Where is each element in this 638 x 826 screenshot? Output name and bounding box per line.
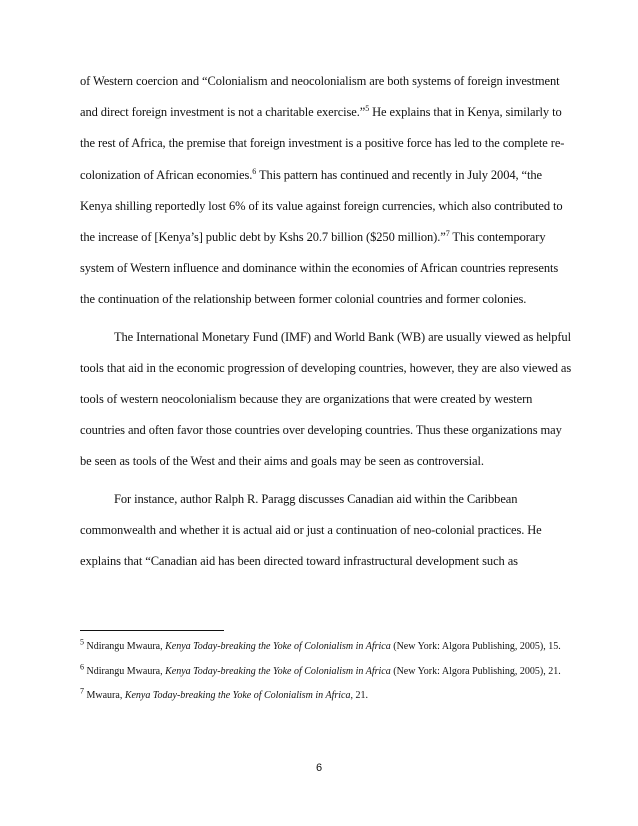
footnote-author: Ndirangu Mwaura,	[86, 665, 166, 677]
footnote-number: 5	[80, 637, 84, 647]
paragraph-text: For instance, author Ralph R. Paragg discusses Canadian aid within the Caribbean commonwealth and whether it is actual aid or just a continuation of neo-colonial practices. He explains that “Canadian aid has been directed toward infrastructural development such as	[80, 491, 542, 569]
footnote-5	[80, 639, 572, 656]
body-text	[80, 66, 572, 577]
paragraph-text: This contemporary system of Western influence and dominance within the economies of African countries represents the continuation of the relationship between former colonial countries and former colonies.	[80, 230, 559, 307]
page-number: 6	[315, 762, 323, 774]
footnote-author: Ndirangu Mwaura,	[86, 641, 166, 652]
footnote-publication: , 21.	[350, 690, 368, 701]
paragraph-1	[80, 66, 572, 316]
footnote-publication: (New York: Algora Publishing, 2005), 15.	[390, 641, 561, 652]
footnote-separator	[80, 630, 224, 631]
paragraph-text: The International Monetary Fund (IMF) and World Bank (WB) are usually viewed as helpful tools that aid in the economic progression of developing countries, however, they are also viewed as tools of western neocolonialism because they are organizations that were created by western countries and often favor those countries over developing countries. Thus these organizations may be seen as tools of the West and their aims and goals may be seen as controversial.	[80, 329, 572, 469]
paragraph-3	[80, 484, 572, 578]
footnote-number: 7	[80, 686, 84, 696]
paragraph-text: This pattern has continued and recently in July 2004, “the Kenya shilling reportedly lost 6% of its value against foreign currencies, which also contributed to the increase of [Kenya’s] public debt by Kshs 20.7 billion ($250 million).”	[80, 167, 563, 245]
footnote-7	[80, 688, 572, 705]
footnote-publication: (New York: Algora Publishing, 2005), 21.	[390, 665, 561, 677]
footnote-title: Kenya Today-breaking the Yoke of Colonialism in Africa	[165, 641, 391, 652]
footnote-title: Kenya Today-breaking the Yoke of Colonialism in Africa	[165, 665, 391, 677]
footnote-author: Mwaura,	[86, 690, 125, 701]
footnote-ref-5[interactable]: 5	[365, 104, 370, 114]
paragraph-text: of Western coercion and “Colonialism and neocolonialism are both systems of foreign investment and direct foreign investment is not a charitable exercise.”	[80, 74, 560, 120]
footnote-title: Kenya Today-breaking the Yoke of Colonialism in Africa	[124, 690, 351, 701]
paragraph-2	[80, 322, 572, 478]
footnote-ref-6[interactable]: 6	[252, 166, 257, 176]
footnotes	[80, 639, 572, 713]
footnote-number: 6	[80, 662, 84, 672]
paragraph-text: He explains that in Kenya, similarly to the rest of Africa, the premise that foreign investment is a positive force has led to the complete re-colonization of African economies.	[80, 105, 565, 182]
footnote-ref-7[interactable]: 7	[445, 228, 450, 238]
footnote-6	[80, 664, 572, 681]
